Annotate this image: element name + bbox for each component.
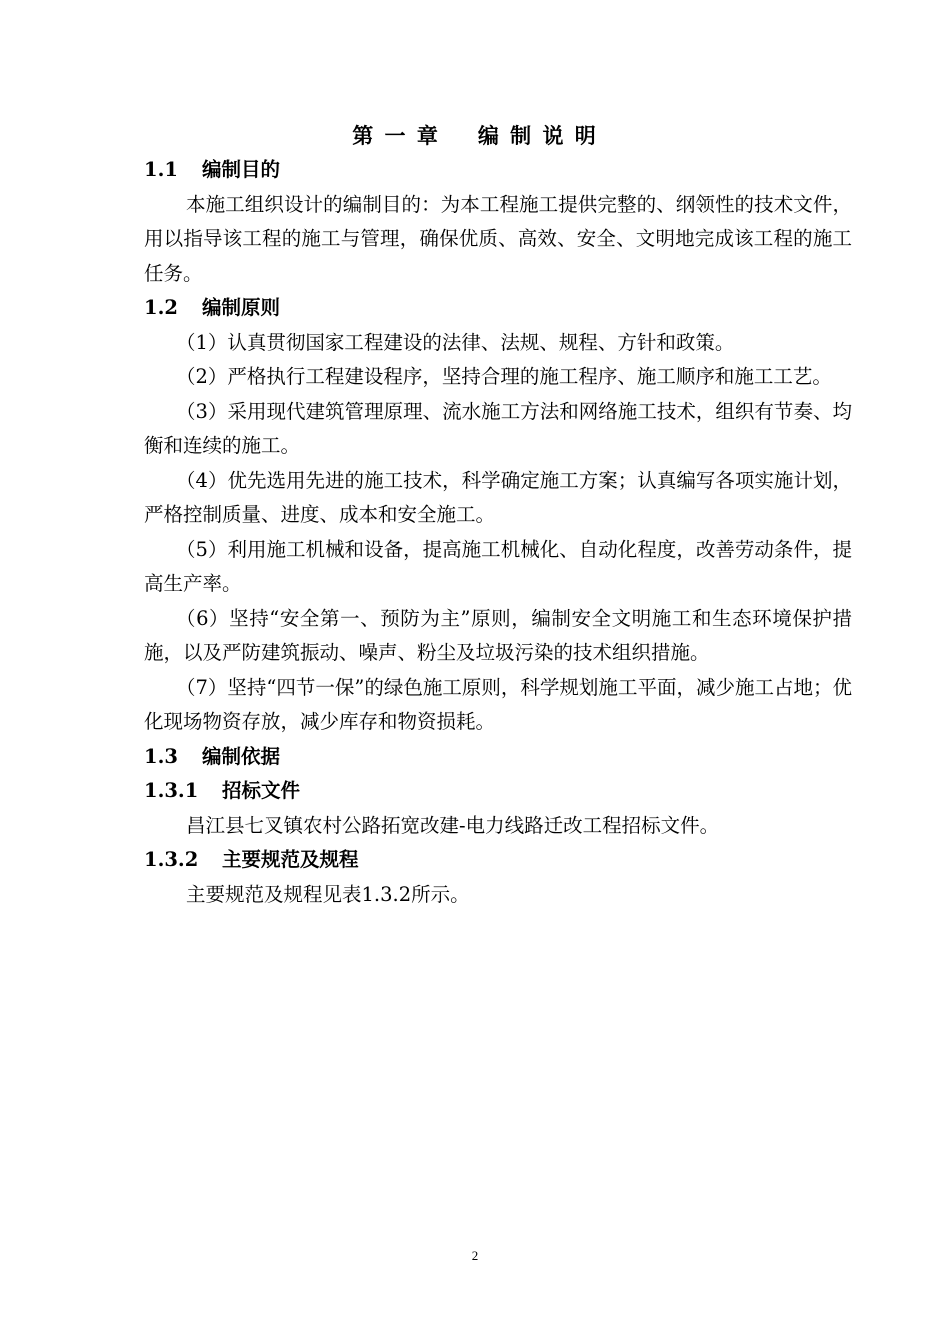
section-title: 编制目的 <box>202 158 281 181</box>
section-heading-1-2 <box>144 291 852 326</box>
section-number: 1.3.2 <box>144 848 199 871</box>
principle-item-1: （1）认真贯彻国家工程建设的法律、法规、规程、方针和政策。 <box>176 330 735 354</box>
principle-item-3: （3）采用现代建筑管理原理、流水施工方法和网络施工技术，组织有节奏、均衡和连续的施工。 <box>144 399 852 457</box>
paragraph-tender-documents: 昌江县七叉镇农村公路拓宽改建-电力线路迁改工程招标文件。 <box>186 813 720 837</box>
section-title: 编制依据 <box>202 744 281 768</box>
chapter-title <box>0 120 950 150</box>
principle-item-6: （6）坚持“安全第一、预防为主”原则，编制安全文明施工和生态环境保护措施，以及严防建筑振动、噪声、粉尘及垃圾污染的技术组织措施。 <box>144 606 852 664</box>
section-number: 1.2 <box>144 296 178 319</box>
section-heading-1-3-1 <box>144 774 852 809</box>
section-heading-1-3 <box>144 740 852 775</box>
section-title: 招标文件 <box>222 779 301 802</box>
section-title: 主要规范及规程 <box>222 848 359 871</box>
principle-item-4: （4）优先选用先进的施工技术，科学确定施工方案；认真编写各项实施计划，严格控制质量、进度、成本和安全施工。 <box>144 468 852 526</box>
section-number: 1.3.1 <box>144 779 199 802</box>
principle-item-5: （5）利用施工机械和设备，提高施工机械化、自动化程度，改善劳动条件，提高生产率。 <box>144 537 852 595</box>
paragraph-purpose: 本施工组织设计的编制目的：为本工程施工提供完整的、纲领性的技术文件，用以指导该工程的施工与管理，确保优质、高效、安全、文明地完成该工程的施工任务。 <box>144 192 852 285</box>
section-heading-1-3-2 <box>144 843 852 878</box>
principle-item-7: （7）坚持“四节一保”的绿色施工原则，科学规划施工平面，减少施工占地；优化现场物资存放，减少库存和物资损耗。 <box>144 675 852 733</box>
section-number: 1.1 <box>144 158 178 181</box>
section-number: 1.3 <box>144 744 178 768</box>
section-heading-1-1 <box>144 153 852 188</box>
page-number: 2 <box>471 1248 479 1263</box>
principle-item-2: （2）严格执行工程建设程序，坚持合理的施工程序、施工顺序和施工工艺。 <box>176 365 832 388</box>
paragraph-standards: 主要规范及规程见表1.3.2所示。 <box>186 882 470 906</box>
section-title: 编制原则 <box>202 296 281 319</box>
document-body <box>144 153 852 912</box>
chapter-label: 第 一 章 <box>352 123 440 148</box>
chapter-name: 编 制 说 明 <box>477 123 598 148</box>
